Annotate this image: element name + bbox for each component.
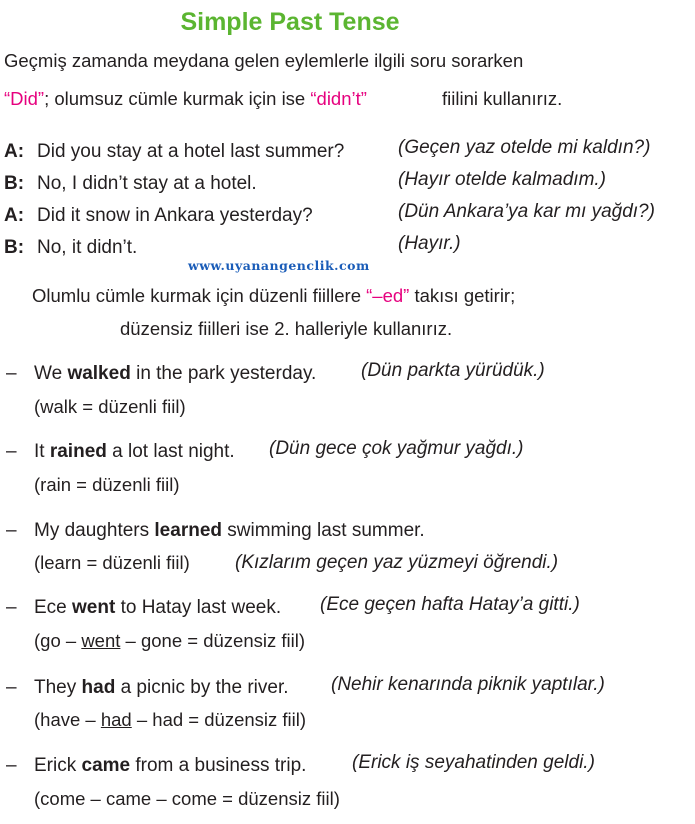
speaker-label: A:: [4, 141, 25, 162]
intro-line-1: Geçmiş zamanda meydana gelen eylemlerle ilgili soru sorarken: [4, 50, 524, 71]
bullet-dash: –: [6, 363, 17, 384]
dialogue-translation: (Hayır.): [398, 233, 461, 254]
dialogue-text: No, I didn’t stay at a hotel.: [37, 173, 257, 194]
speaker-label: B:: [4, 237, 25, 258]
didnt-keyword: “didn’t”: [310, 88, 367, 109]
example-translation: (Erick iş seyahatinden geldi.): [352, 752, 595, 773]
verb-note: (walk = düzenli fiil): [34, 396, 186, 417]
dialogue-translation: (Dün Ankara’ya kar mı yağdı?): [398, 201, 655, 222]
dialogue-text: Did it snow in Ankara yesterday?: [37, 205, 313, 226]
dialogue-text: No, it didn’t.: [37, 237, 138, 258]
verb-note: (go – went – gone = düzensiz fiil): [34, 630, 305, 651]
example-sentence: It rained a lot last night.: [34, 441, 235, 462]
example-sentence: Erick came from a business trip.: [34, 755, 307, 776]
did-keyword: “Did”: [4, 88, 45, 109]
rule-line-1: [32, 285, 515, 307]
example-translation: (Dün gece çok yağmur yağdı.): [269, 438, 524, 459]
example-sentence: My daughters learned swimming last summer.: [34, 520, 425, 541]
speaker-label: A:: [4, 205, 25, 226]
intro-end: fiilini kullanırız.: [442, 88, 563, 109]
bullet-dash: –: [6, 441, 17, 462]
dialogue-translation: (Hayır otelde kalmadım.): [398, 169, 607, 190]
bullet-dash: –: [6, 677, 17, 698]
rule-post: takısı getirir;: [409, 285, 516, 306]
example-translation: (Kızlarım geçen yaz yüzmeyi öğrendi.): [235, 552, 559, 573]
example-translation: (Nehir kenarında piknik yaptılar.): [331, 674, 605, 695]
example-translation: (Ece geçen hafta Hatay’a gitti.): [320, 594, 580, 615]
example-sentence: They had a picnic by the river.: [34, 677, 289, 698]
bullet-dash: –: [6, 755, 17, 776]
past-verb: learned: [154, 520, 222, 541]
past-verb: had: [81, 677, 116, 698]
ed-suffix: “–ed”: [366, 285, 410, 306]
intro-mid: ; olumsuz cümle kurmak için ise: [44, 88, 311, 109]
example-sentence: Ece went to Hatay last week.: [34, 597, 282, 618]
example-sentence: We walked in the park yesterday.: [34, 363, 317, 384]
underlined-verb: went: [81, 630, 121, 651]
intro-line-2: [4, 88, 367, 110]
past-verb: walked: [67, 363, 131, 384]
rule-pre: Olumlu cümle kurmak için düzenli fiillere: [32, 285, 367, 306]
verb-note: (rain = düzenli fiil): [34, 474, 180, 495]
example-translation: (Dün parkta yürüdük.): [361, 360, 545, 381]
underlined-verb: had: [100, 709, 132, 730]
rule-line-2: düzensiz fiilleri ise 2. halleriyle kullanırız.: [120, 318, 453, 339]
verb-note: (come – came – come = düzensiz fiil): [34, 788, 340, 809]
page-title: Simple Past Tense: [180, 8, 400, 36]
bullet-dash: –: [6, 597, 17, 618]
watermark-url: www.uyanangenclik.com: [188, 258, 370, 273]
dialogue-translation: (Geçen yaz otelde mi kaldın?): [398, 137, 651, 158]
speaker-label: B:: [4, 173, 25, 194]
verb-note: (have – had – had = düzensiz fiil): [34, 709, 307, 730]
verb-note: (learn = düzenli fiil): [34, 552, 190, 573]
dialogue-text: Did you stay at a hotel last summer?: [37, 141, 345, 162]
past-verb: rained: [49, 441, 107, 462]
past-verb: came: [81, 755, 131, 776]
bullet-dash: –: [6, 520, 17, 541]
past-verb: went: [72, 597, 116, 618]
